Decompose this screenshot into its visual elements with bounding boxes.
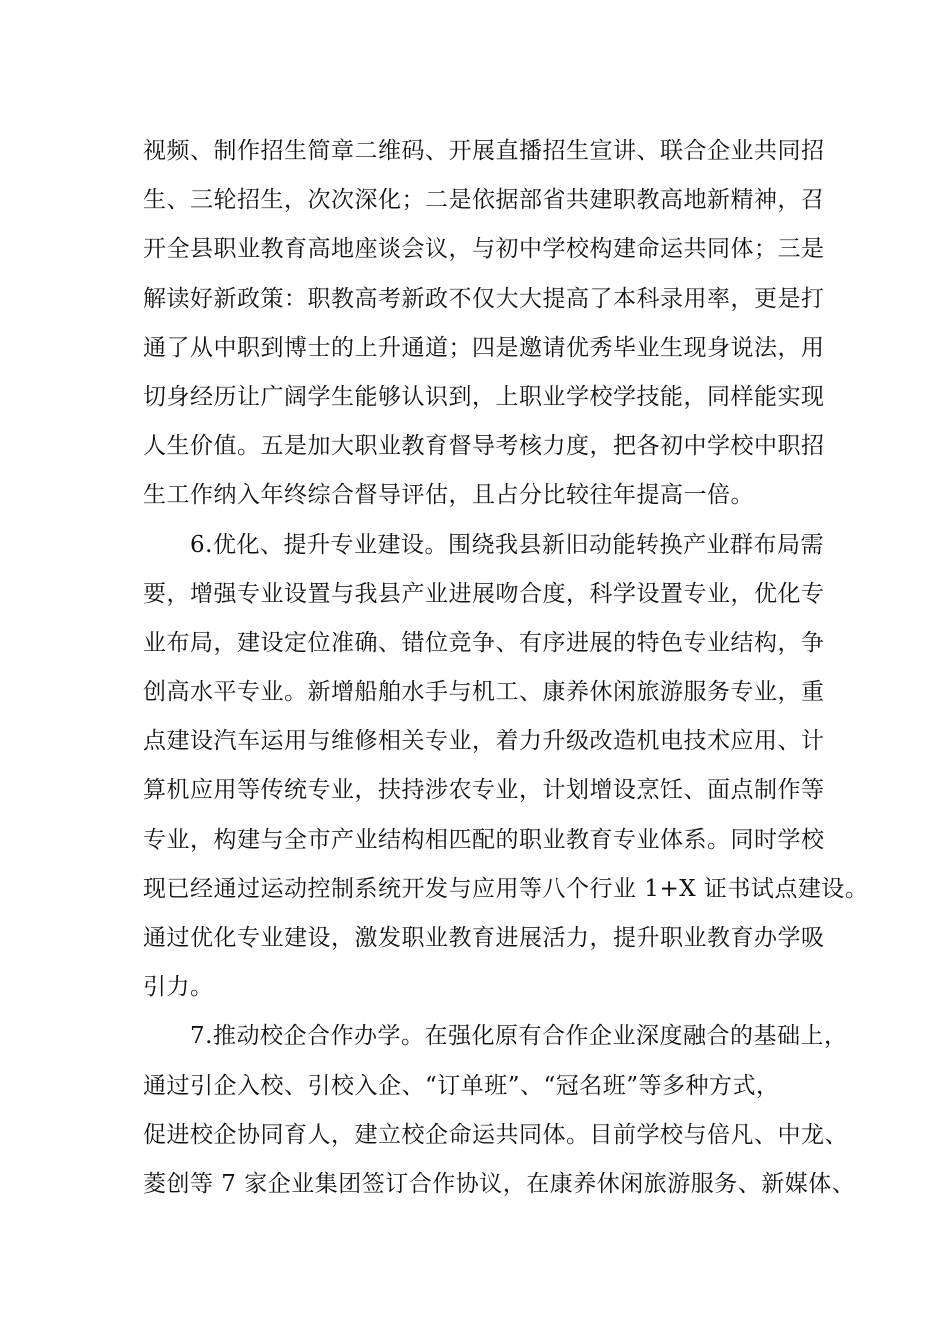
text-line: 解读好新政策：职教高考新政不仅大大提高了本科录用率，更是打 <box>143 285 825 312</box>
text-line: 算机应用等传统专业，扶持涉农专业，计划增设烹饪、面点制作等 <box>143 777 825 804</box>
text-line: 生工作纳入年终综合督导评估，且占分比较往年提高一倍。 <box>143 482 754 509</box>
text-line: 要，增强专业设置与我县产业进展吻合度，科学设置专业，优化专 <box>143 580 825 607</box>
text-line: 切身经历让广阔学生能够认识到，上职业学校学技能，同样能实现 <box>143 383 825 410</box>
text-line: 业布局，建设定位准确、错位竞争、有序进展的特色专业结构，争 <box>143 629 825 656</box>
paragraph-first-line: 7.推动校企合作办学。在强化原有合作企业深度融合的基础上， <box>190 1023 848 1050</box>
text-line: 生、三轮招生，次次深化；二是依据部省共建职教高地新精神，召 <box>143 187 825 214</box>
text-line: 促进校企协同育人，建立校企命运共同体。目前学校与倍凡、中龙、 <box>143 1121 848 1148</box>
text-line: 点建设汽车运用与维修相关专业，着力升级改造机电技术应用、计 <box>143 728 825 755</box>
text-line: 视频、制作招生简章二维码、开展直播招生宣讲、联合企业共同招 <box>143 138 825 164</box>
text-line: 通过引企入校、引校入企、“订单班”、“冠名班”等多种方式， <box>143 1072 780 1099</box>
document-body <box>143 127 869 1209</box>
text-line: 菱创等 7 家企业集团签订合作协议，在康养休闲旅游服务、新媒体、 <box>143 1170 856 1197</box>
text-line: 开全县职业教育高地座谈会议，与初中学校构建命运共同体；三是 <box>143 236 825 263</box>
text-line: 创高水平专业。新增船舶水手与机工、康养休闲旅游服务专业，重 <box>143 679 825 706</box>
text-line: 通过优化专业建设，激发职业教育进展活力，提升职业教育办学吸 <box>143 925 825 951</box>
text-line: 专业，构建与全市产业结构相匹配的职业教育专业体系。同时学校 <box>143 826 825 853</box>
text-line: 人生价值。五是加大职业教育督导考核力度，把各初中学校中职招 <box>143 433 825 460</box>
paragraph-first-line: 6.优化、提升专业建设。围绕我县新旧动能转换产业群布局需 <box>190 531 824 558</box>
text-line: 引力。 <box>143 974 214 1001</box>
text-line: 现已经通过运动控制系统开发与应用等八个行业 1+X 证书试点建设。 <box>143 875 869 902</box>
text-line: 通了从中职到博士的上升通道；四是邀请优秀毕业生现身说法，用 <box>143 334 825 361</box>
